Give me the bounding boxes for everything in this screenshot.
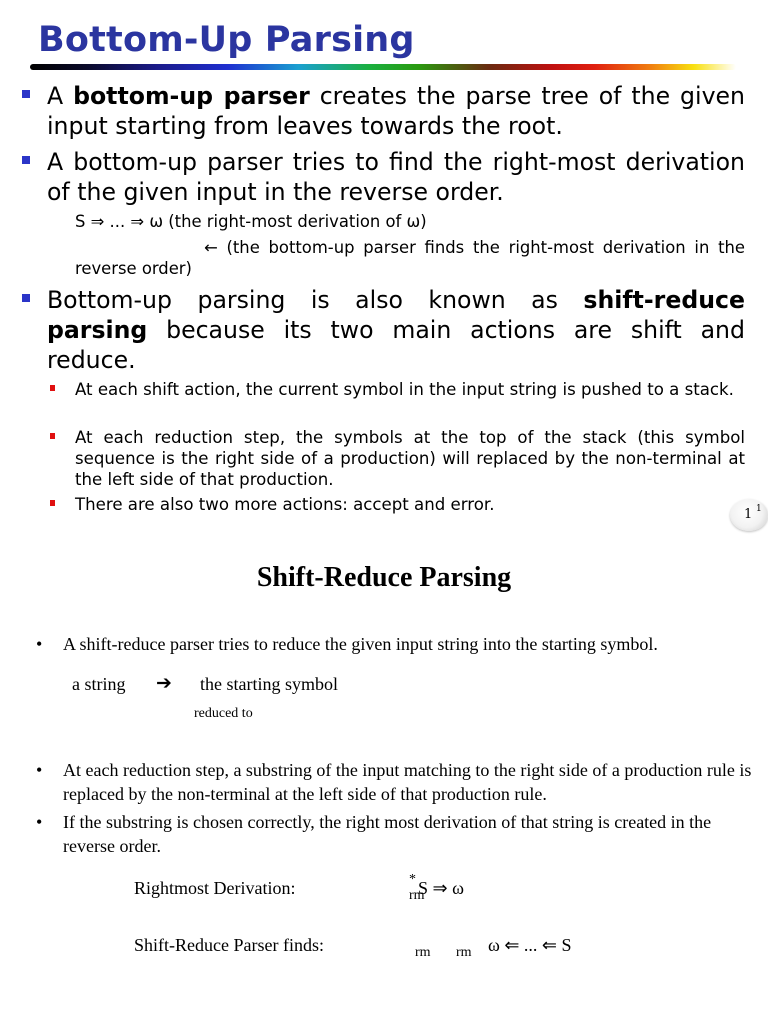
bullet-dot-icon: •: [36, 760, 43, 780]
sub-bullet-text: At each shift action, the current symbol in the input string is pushed to a stack.: [75, 380, 734, 399]
flow-right-text: the starting symbol: [200, 674, 338, 694]
right-arrow-icon: ➔: [156, 672, 172, 694]
rm-subscript: rm: [456, 945, 472, 960]
title-rainbow-divider: [30, 64, 736, 70]
bullet-text: A shift-reduce parser tries to reduce the given input string into the starting symbol.: [63, 634, 658, 654]
page-number: 1: [744, 507, 753, 522]
bullet-text: At each reduction step, a substring of the input matching to the right side of a production rule is replaced by the non-terminal at the left side of that production rule.: [63, 760, 752, 804]
bold-term: bottom-up parser: [73, 82, 310, 110]
bullet-dot-icon: •: [36, 634, 43, 654]
bold-term: shift-reduce parsing: [47, 286, 745, 344]
rightmost-derivation-expr: S ⇒ ω: [418, 878, 464, 898]
parser-finds-expr: ω ⇐ ... ⇐ S: [488, 935, 572, 955]
sub-bullet-text: At each reduction step, the symbols at the top of the stack (this symbol sequence is the right side of a production) will replaced by the non-terminal at the left side of that production.: [75, 428, 745, 489]
rm-subscript: rm: [415, 945, 431, 960]
page-number-superscript: 1: [756, 504, 762, 514]
square-bullet-icon: [22, 90, 30, 98]
bullet-text: If the substring is chosen correctly, the right most derivation of that string is created in the reverse order.: [63, 812, 712, 856]
red-square-bullet-icon: [50, 433, 55, 439]
rightmost-derivation-label: Rightmost Derivation:: [134, 878, 296, 898]
rm-subscript: rm: [409, 888, 425, 903]
parser-finds-label: Shift-Reduce Parser finds:: [134, 935, 324, 955]
derivation-line: S ⇒ ... ⇒ ω (the right-most derivation of ω): [75, 212, 427, 231]
sub-bullet-text: There are also two more actions: accept and error.: [75, 495, 495, 514]
bullet-text: A bottom-up parser creates the parse tree of the given input starting from leaves towards the root.: [47, 82, 745, 140]
bullet-dot-icon: •: [36, 812, 43, 832]
slide-shift-reduce-parsing: [0, 540, 768, 1024]
star-superscript: *: [409, 872, 416, 887]
flow-left-text: a string: [72, 674, 126, 694]
reverse-derivation-line: ← (the bottom-up parser finds the right-most derivation in the reverse order): [75, 238, 745, 278]
red-square-bullet-icon: [50, 500, 55, 506]
square-bullet-icon: [22, 294, 30, 302]
flow-caption: reduced to: [194, 706, 253, 721]
red-square-bullet-icon: [50, 385, 55, 391]
square-bullet-icon: [22, 156, 30, 164]
bullet-text: A bottom-up parser tries to find the right-most derivation of the given input in the reverse order.: [47, 148, 745, 206]
bullet-text: Bottom-up parsing is also known as shift-reduce parsing because its two main actions are shift and reduce.: [47, 286, 745, 374]
slide-title: Shift-Reduce Parsing: [256, 562, 512, 593]
slide-title: Bottom-Up Parsing: [38, 20, 415, 60]
page-number-badge: [730, 499, 768, 531]
